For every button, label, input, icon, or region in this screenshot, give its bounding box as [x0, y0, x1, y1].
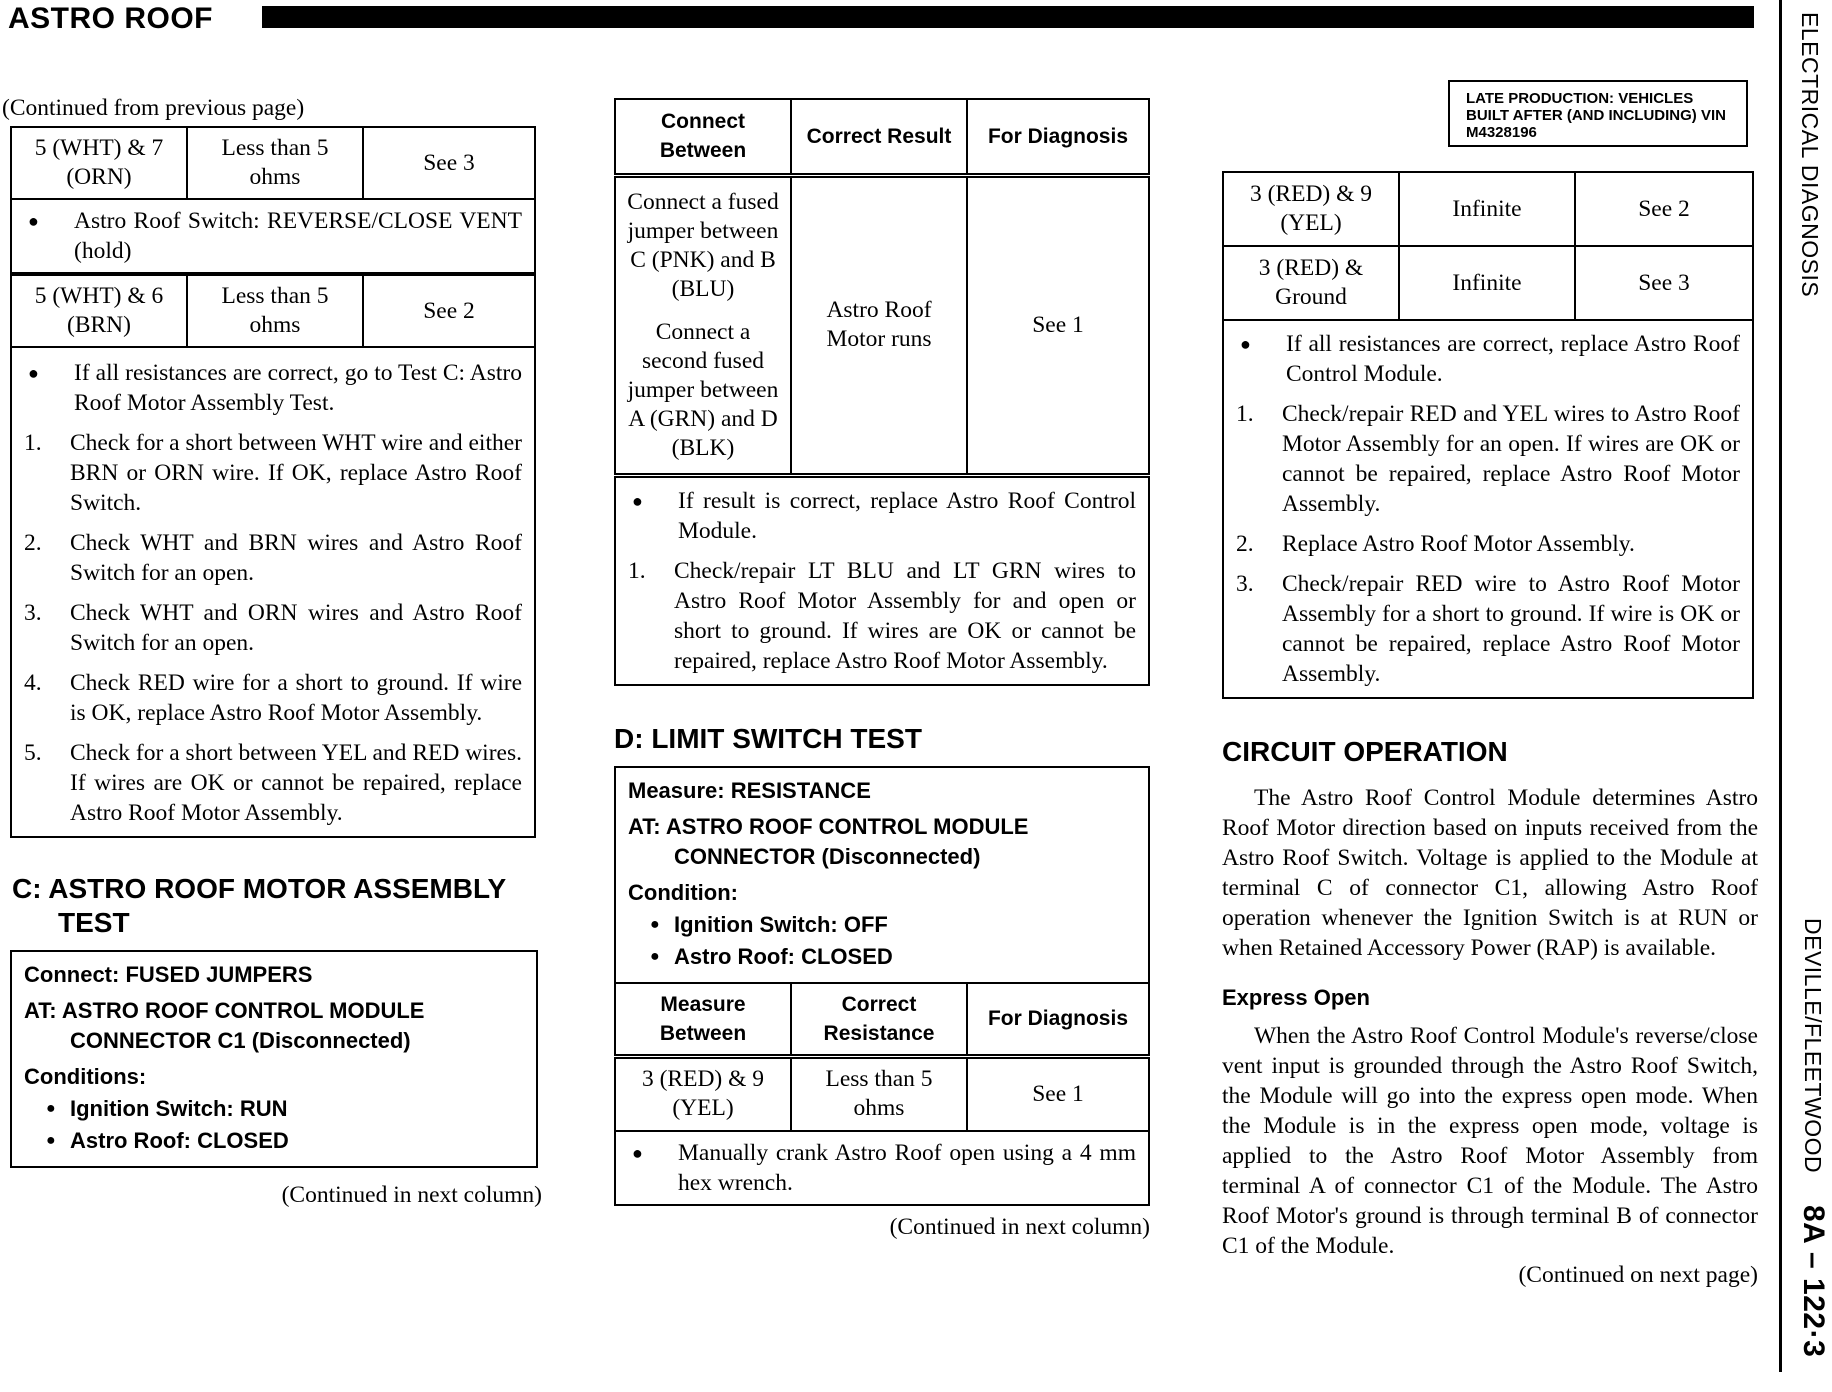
list-item: 5. Check for a short between YEL and RED wires. If wires are OK or cannot be repaired, replace Astro Roof Motor Assembly.	[24, 740, 522, 826]
at-line: AT: ASTRO ROOF CONTROL MODULE CONNECTOR C1 (Disconnected)	[24, 998, 425, 1053]
condition-item: ● Astro Roof: CLOSED	[628, 942, 1136, 972]
model-label: DEVILLE/FLEETWOOD	[1800, 918, 1826, 1174]
diagnosis-notes	[614, 478, 1150, 686]
circuit-operation-text: The Astro Roof Control Module determines Astro Roof Motor direction based on inputs received from the Astro Roof Switch. Voltage is applied to the Module at terminal C of connector C1, allowing Astro Roof operation whenever the Ignition Switch is at RUN or when Retained Accessory Power (RAP) is available.	[1222, 785, 1758, 961]
continued-next: (Continued in next column)	[889, 1213, 1150, 1240]
result-cell: Astro Roof Motor runs	[791, 175, 967, 475]
switch-position-note: ● Astro Roof Switch: REVERSE/CLOSE VENT (hold)	[10, 200, 536, 274]
list-item: 2. Replace Astro Roof Motor Assembly.	[1236, 531, 1635, 557]
table-header-row	[615, 99, 1149, 175]
bullet-text: Manually crank Astro Roof open using a 4 mm hex wrench.	[678, 1139, 1136, 1196]
list-item: 1. Check/repair RED and YEL wires to Astro Roof Motor Assembly for an open. If wires are OK or cannot be repaired, replace Astro Roof Motor Assembly.	[1236, 401, 1740, 517]
diagnosis-cell: See 1	[967, 175, 1149, 475]
column-header: Connect Between	[615, 99, 791, 175]
list-item: 2. Check WHT and BRN wires and Astro Roof Switch for an open.	[24, 530, 522, 586]
circuit-operation-title: CIRCUIT OPERATION	[1222, 736, 1508, 767]
table-row	[11, 127, 535, 199]
column-header: Correct Result	[791, 99, 967, 175]
condition-item: ● Ignition Switch: RUN	[24, 1094, 524, 1124]
connect-line: Connect: FUSED JUMPERS	[24, 962, 313, 987]
list-item: 1. Check/repair LT BLU and LT GRN wires to Astro Roof Motor Assembly for and open or short to ground. If wires are OK or cannot be repaired, replace Astro Roof Motor Assembly.	[628, 557, 1136, 674]
result-cell: Infinite	[1399, 246, 1575, 320]
table-header-row	[615, 983, 1149, 1057]
crank-note: ● Manually crank Astro Roof open using a 4 mm hex wrench.	[614, 1132, 1150, 1206]
result-cell: Less than 5 ohms	[187, 127, 363, 199]
column-header: For Diagnosis	[967, 983, 1149, 1057]
bullet-text: Astro Roof Switch: REVERSE/CLOSE VENT (hold)	[74, 208, 522, 264]
limit-switch-table	[614, 982, 1150, 1132]
page-side-label	[1796, 918, 1830, 1357]
diagnosis-cell: See 2	[363, 275, 535, 347]
table-row	[1223, 172, 1753, 246]
express-open-title: Express Open	[1222, 985, 1370, 1010]
diagnosis-notes	[1222, 321, 1754, 699]
condition-item: ● Astro Roof: CLOSED	[24, 1126, 524, 1156]
diagnosis-cell: See 2	[1575, 172, 1753, 246]
test-d-spec	[614, 766, 1150, 982]
page-number: 8A – 122·3	[1797, 1204, 1830, 1358]
table-row	[11, 275, 535, 347]
measure-cell: 5 (WHT) & 6 (BRN)	[11, 275, 187, 347]
section-side-label: ELECTRICAL DIAGNOSIS	[1797, 12, 1823, 298]
table-row	[1223, 246, 1753, 320]
measure-cell: 3 (RED) & 9 (YEL)	[1223, 172, 1399, 246]
result-cell: Less than 5 ohms	[187, 275, 363, 347]
continued-from: (Continued from previous page)	[2, 95, 305, 121]
column-3	[1222, 80, 1758, 1289]
list-item: 1. Check for a short between WHT wire and either BRN or ORN wire. If OK, replace Astro Roof Switch.	[24, 430, 522, 516]
conditions-label: Conditions:	[24, 1064, 147, 1089]
list-item: ● If all resistances are correct, replace Astro Roof Control Module.	[1240, 331, 1740, 387]
continued-next: (Continued in next column)	[281, 1182, 542, 1208]
list-item: 3. Check/repair RED wire to Astro Roof Motor Assembly for a short to ground. If wire is OK or cannot be repaired, replace Astro Roof Motor Assembly.	[1236, 571, 1740, 687]
jumper-test-table	[614, 98, 1150, 478]
page-title: ASTRO ROOF	[8, 2, 213, 35]
condition-item: ● Ignition Switch: OFF	[628, 910, 1136, 940]
express-open-text: When the Astro Roof Control Module's reverse/close vent input is grounded through the Astro Roof Switch, the Module will go into the express open mode. When the Module is in the express open mode, voltage is applied to the Astro Roof Motor Assembly from terminal A of connector C1 of the Module. The Astro Roof Motor's ground is through terminal B of connector C1 of the Module.	[1222, 1023, 1758, 1259]
column-1	[2, 94, 542, 1209]
column-header: Measure Between	[615, 983, 791, 1057]
diagnosis-notes	[10, 348, 536, 838]
list-item: 4. Check RED wire for a short to ground. If wire is OK, replace Astro Roof Motor Assembly.	[24, 670, 522, 726]
test-c-spec	[10, 950, 538, 1168]
condition-label: Condition:	[628, 879, 738, 905]
resistance-table-1	[10, 126, 536, 200]
title-bar	[262, 6, 1754, 28]
table-row	[615, 175, 1149, 475]
measure-cell: 3 (RED) & 9 (YEL)	[615, 1057, 791, 1131]
list-item: ● If all resistances are correct, go to Test C: Astro Roof Motor Assembly Test.	[28, 360, 522, 416]
connect-step: Connect a fused jumper between C (PNK) and B (BLU)	[627, 188, 779, 302]
measure-line: Measure: RESISTANCE	[628, 777, 871, 803]
resistance-table-2	[10, 274, 536, 348]
late-production-box: LATE PRODUCTION: VEHICLES BUILT AFTER (AND INCLUDING) VIN M4328196	[1448, 80, 1748, 147]
column-header: For Diagnosis	[967, 99, 1149, 175]
section-d-title: D: LIMIT SWITCH TEST	[614, 722, 922, 754]
diagnosis-cell: See 3	[363, 127, 535, 199]
connect-step: Connect a second fused jumper between A (GRN) and D (BLK)	[627, 318, 779, 461]
late-production-table	[1222, 171, 1754, 321]
diagnosis-cell: See 1	[967, 1057, 1149, 1131]
at-line: AT: ASTRO ROOF CONTROL MODULE CONNECTOR (Disconnected)	[628, 813, 1029, 869]
continued-next: (Continued on next page)	[1518, 1262, 1758, 1288]
list-item: ● If result is correct, replace Astro Roof Control Module.	[632, 487, 1136, 544]
table-row	[615, 1057, 1149, 1131]
list-item: 3. Check WHT and ORN wires and Astro Roof Switch for an open.	[24, 600, 522, 656]
section-c-title: C: ASTRO ROOF MOTOR ASSEMBLY TEST	[12, 873, 506, 938]
margin-rule	[1779, 0, 1782, 1372]
measure-cell: 3 (RED) & Ground	[1223, 246, 1399, 320]
column-2	[614, 98, 1150, 1241]
measure-cell: 5 (WHT) & 7 (ORN)	[11, 127, 187, 199]
column-header: Correct Resistance	[791, 983, 967, 1057]
diagnosis-cell: See 3	[1575, 246, 1753, 320]
result-cell: Infinite	[1399, 172, 1575, 246]
result-cell: Less than 5 ohms	[791, 1057, 967, 1131]
